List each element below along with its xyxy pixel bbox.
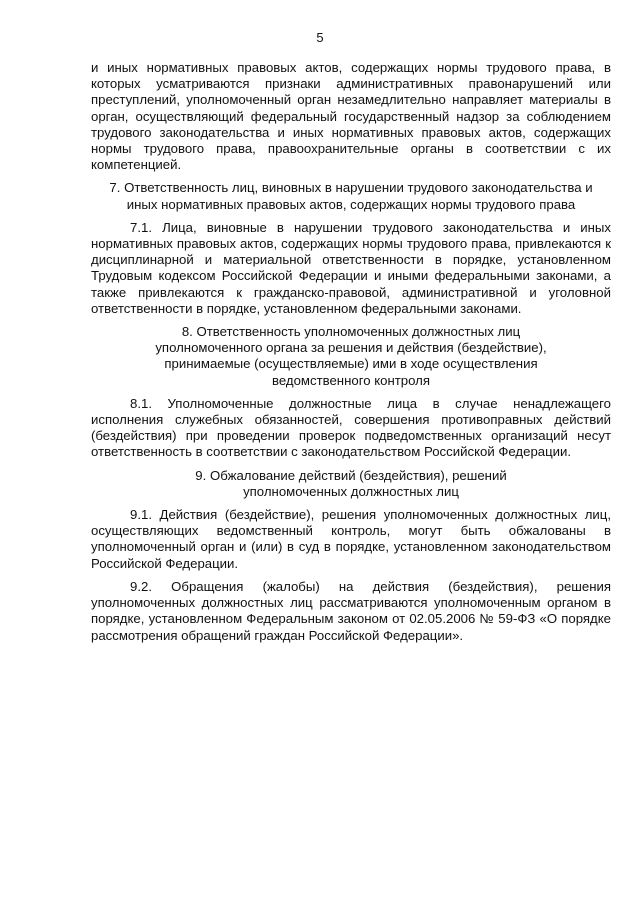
- intro-paragraph: и иных нормативных правовых актов, содержащих нормы трудового права, в которых усматриваются признаки административных правонарушений или преступлений, уполномоченный орган незамедлительно направляет материалы в орган, осуществляющий федеральный государственный надзор за соблюдением трудового законодательства и иных нормативных правовых актов, содержащих нормы трудового права, правоохранительные органы в соответствии с их компетенцией.: [91, 60, 611, 173]
- section-9-1-paragraph: 9.1. Действия (бездействие), решения уполномоченных должностных лиц, осуществляющих ведомственный контроль, могут быть обжалованы в уполномоченный орган и (или) в суд в порядке, установленном законодательством Российской Федерации.: [91, 507, 611, 571]
- document-body: [91, 60, 611, 644]
- section-7-1-paragraph: 7.1. Лица, виновные в нарушении трудового законодательства и иных нормативных правовых актов, содержащих нормы трудового права, привлекаются к дисциплинарной и материальной ответственности в порядке, установленном Трудовым кодексом Российской Федерации и иными федеральными законами, а также привлекаются к гражданско-правовой, административной и уголовной ответственности в порядке, установленном федеральными законами.: [91, 219, 611, 316]
- section-9-heading: 9. Обжалование действий (бездействия), решений уполномоченных должностных лиц: [195, 467, 507, 499]
- section-7-heading: 7. Ответственность лиц, виновных в нарушении трудового законодательства и иных нормативных правовых актов, содержащих нормы трудового права: [109, 180, 593, 212]
- page-number: 5: [316, 30, 324, 45]
- section-8-heading: 8. Ответственность уполномоченных должностных лиц уполномоченного органа за решения и действия (бездействие), принимаемые (осуществляемые) ими в ходе осуществления ведомственного контроля: [155, 324, 547, 388]
- section-9-2-paragraph: 9.2. Обращения (жалобы) на действия (бездействия), решения уполномоченных должностных лиц рассматриваются уполномоченным органом в порядке, установленном Федеральным законом от 02.05.2006 № 59-ФЗ «О порядке рассмотрения обращений граждан Российской Федерации».: [91, 578, 611, 643]
- section-8-1-paragraph: 8.1. Уполномоченные должностные лица в случае ненадлежащего исполнения служебных обязанностей, совершения противоправных действий (бездействия) при проведении проверок подведомственных организаций несут ответственность в соответствии с законодательством Российской Федерации.: [91, 395, 611, 460]
